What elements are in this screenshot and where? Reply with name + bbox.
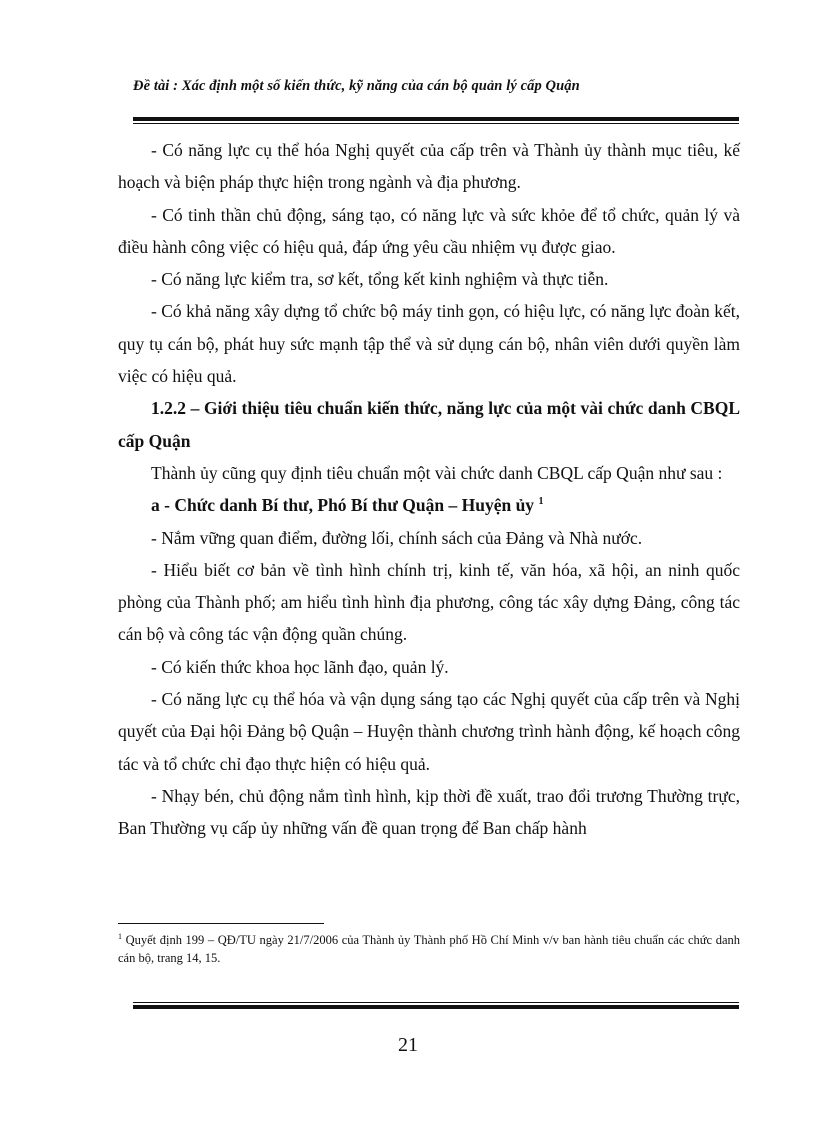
footnote [118,931,740,967]
paragraph: - Có năng lực cụ thể hóa Nghị quyết của cấp trên và Thành ủy thành mục tiêu, kế hoạch và biện pháp thực hiện trong ngành và địa phương. [118,140,740,193]
paragraph: Thành ủy cũng quy định tiêu chuẩn một vài chức danh CBQL cấp Quận như sau : [151,462,723,483]
paragraph: - Có khả năng xây dựng tổ chức bộ máy tinh gọn, có hiệu lực, có năng lực đoàn kết, quy tụ cán bộ, phát huy sức mạnh tập thể và sử dụng cán bộ, nhân viên dưới quyền làm việc có hiệu quả. [118,301,740,387]
paragraph: - Có kiến thức khoa học lãnh đạo, quản lý. [151,656,449,677]
footnote-text: Quyết định 199 – QĐ/TU ngày 21/7/2006 của Thành ủy Thành phố Hồ Chí Minh v/v ban hành tiêu chuẩn các chức danh cán bộ, trang 14, 15. [118,933,740,965]
paragraph: - Hiểu biết cơ bản về tình hình chính trị, kinh tế, văn hóa, xã hội, an ninh quốc phòng của Thành phố; am hiểu tình hình địa phương, công tác xây dựng Đảng, công tác cán bộ và công tác vận động quần chúng. [118,559,740,645]
footnote-marker: 1 [118,931,122,941]
paragraph: - Có tinh thần chủ động, sáng tạo, có năng lực và sức khỏe để tổ chức, quản lý và điều hành công việc có hiệu quả, đáp ứng yêu cầu nhiệm vụ được giao. [118,204,740,257]
page-number: 21 [398,1034,418,1056]
body-text [118,134,740,845]
document-header: Đề tài : Xác định một số kiến thức, kỹ năng của cán bộ quản lý cấp Quận [133,78,580,94]
footnote-reference[interactable]: 1 [538,496,544,508]
paragraph: - Có năng lực kiểm tra, sơ kết, tổng kết kinh nghiệm và thực tiễn. [151,269,609,290]
subsection-heading-text: a - Chức danh Bí thư, Phó Bí thư Quận – Huyện ủy [151,495,535,516]
subsection-heading [118,489,740,521]
footnote-separator [118,923,324,924]
paragraph: - Nhạy bén, chủ động nắm tình hình, kịp thời đề xuất, trao đổi trương Thường trực, Ban Thường vụ cấp ủy những vấn đề quan trọng để Ban chấp hành [118,785,740,839]
paragraph: - Nắm vững quan điểm, đường lối, chính sách của Đảng và Nhà nước. [151,527,643,548]
footer-rule [133,1002,739,1009]
section-heading: 1.2.2 – Giới thiệu tiêu chuẩn kiến thức, năng lực của một vài chức danh CBQL cấp Quận [118,398,740,451]
header-rule [133,117,739,124]
paragraph: - Có năng lực cụ thể hóa và vận dụng sáng tạo các Nghị quyết của cấp trên và Nghị quyết của Đại hội Đảng bộ Quận – Huyện thành chương trình hành động, kế hoạch công tác và tổ chức chỉ đạo thực hiện có hiệu quả. [118,689,740,774]
